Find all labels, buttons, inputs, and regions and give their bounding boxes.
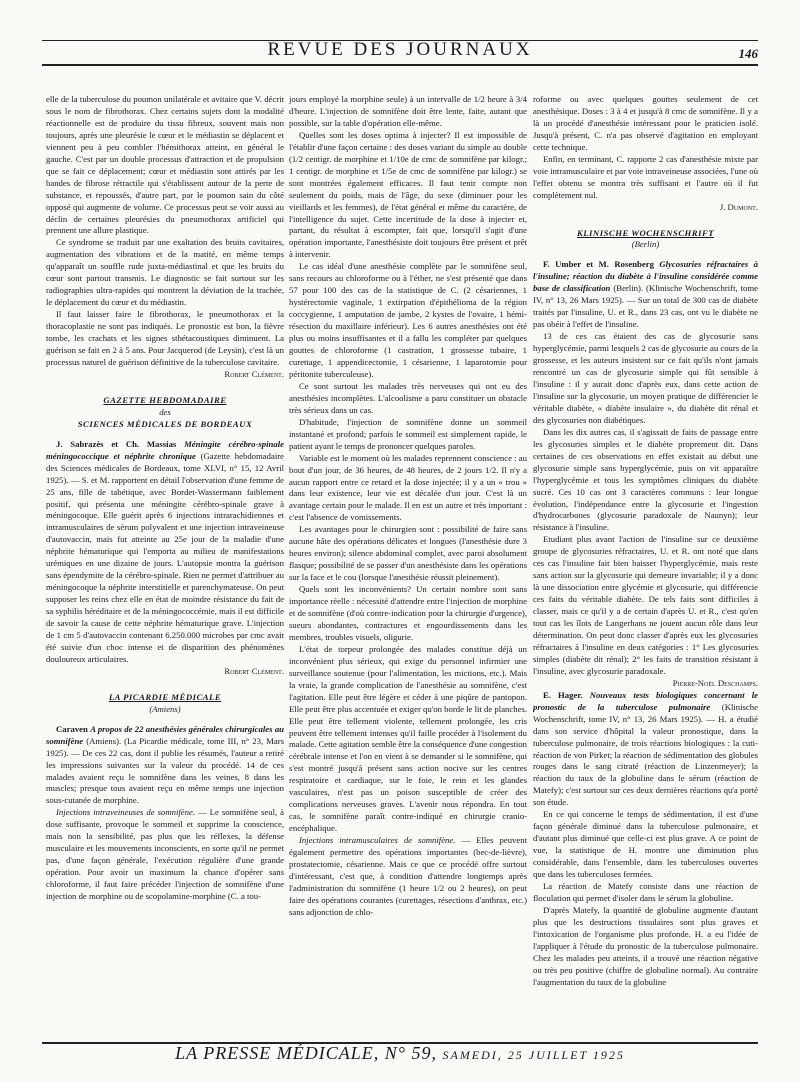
entry-title: A propos de 22 anesthésies générales chirurgicales au somnifène — [46, 723, 284, 746]
paragraph: D'habitude, l'injection de somnifène donne un sommeil instantané et profond; parfois le sommeil est simplement rapide, le patient ayant le temps de prononcer quelques paroles. — [289, 416, 527, 451]
paragraph: Ce sont surtout les malades très nerveuses qui ont eu des anesthésies incomplètes. L'alcoolisme a paru constituer un obstacle très sérieux dans un cas. — [289, 380, 527, 415]
entry-body: — Elles peuvent également permettre des opérations importantes (bec-de-lièvre), prostatectomie, césarienne. Mais ce que ce procédé offre surtout d'intéressant, c'est que, à condition d'attendre longtemps après l'administration du somnifène (1 heure 1/2 ou 2 heures), on peut faire des opérations courantes (curettages, résections d'anthrax, etc.) sans adjonction de chlo- — [289, 835, 527, 917]
section-heading: LA PICARDIE MÉDICALE — [108, 691, 222, 702]
abstract-entry — [46, 724, 284, 808]
header-bottom-rule — [42, 64, 758, 66]
paragraph: La réaction de Matefy consiste dans une réaction de floculation qui permet d'isoler dans le sérum la globuline. — [533, 881, 758, 903]
section-subheading: (Berlin) — [631, 239, 660, 250]
entry-title: Glycosuries réfractaires à l'insuline; réaction du diabète à l'insuline considérée comme base de classification — [533, 259, 758, 294]
abstract-entry — [533, 259, 758, 331]
column-middle — [289, 94, 527, 1064]
signature: J. Dumont. — [719, 201, 758, 212]
paragraph: elle de la tuberculose du poumon unilatérale et avitaire que V. décrit sous le nom de fibrothorax. Chez certains sujets dont la modalité réactionnelle est de produire du tissu fibreux, souvent mais non toujours, après une pleurésie le cœur et le médiastin se déplacent et viennent peu à peu combler l'hémithorax atteint, en général le gauche. C'est par un double processus d'attraction et de propulsion que se fait ce déplacement; cœur et médiastin sont attirés par les bandes de fibrose rétractile qui s'établissent autour de la perte de substance, et repoussés, d'autre part, par le poumon sain du côté opposé qui augmente de volume. Ce processus peut se voir aussi au déclin de certaines pleurésies du pneumothorax artificiel qui prennent une allure plastique. — [46, 94, 284, 236]
paragraph: Les avantages pour le chirurgien sont : possibilité de faire sans aucune hâte des opérations délicates et longues (l'anesthésie dure 3 heures environ); silence abdominal complet, avec paroi absolument flasque; possibilité de se passer d'un anesthésiste dans les opérations sur la face et le cou (lorsque l'anesthésie réussit pleinement). — [289, 524, 527, 583]
column-right — [533, 94, 758, 1064]
section-subheading: des — [159, 406, 171, 417]
subsection-title: Injections intramusculaires de somnifène. — [299, 835, 456, 846]
paragraph: jours employé la morphine seule) à un intervalle de 1/2 heure à 3/4 d'heure. L'injection de somnifène doit être lente, faite, autant que possible, sur la table d'opération elle-même. — [289, 94, 527, 128]
entry-body: (Amiens). (La Picardie médicale, tome III, n° 23, Mars 1925). — De ces 22 cas, dont il publie les résumés, l'auteur a retiré les impressions suivantes sur la valeur du procédé. 14 de ces malades avaient reçu le somnifène dans les veines, 8 dans les muscles; presque tous avaient reçu en même temps une injection sous-cutanée de morphine. — [46, 735, 284, 806]
footer — [0, 1043, 800, 1063]
entry-title: Méningite cérébro-spinale méningococcique et néphrite chronique — [46, 438, 284, 461]
entry-title: Nouveaux tests biologiques concernant le pronostic de la tuberculose pulmonaire — [533, 689, 758, 712]
paragraph — [46, 807, 284, 903]
entry-body: (Berlin). (Klinische Wochenschrift, tome IV, n° 13, 26 Mars 1925). — Sur un total de 300 cas de diabète traités par l'insuline, U. et R., dans 23 cas, ont vu le diabète ne pas obéir à l'effet de l'insuline. — [533, 283, 758, 330]
paragraph: Dans les dix autres cas, il s'agissait de faits de passage entre les glycosuries simples et le diabète proprement dit. Dans certaines de ces observations en effet existait au début une glycosurie simple sans hyperglycémie, puis on vit apparaître l'hyperglycémie et tous les symptômes cliniques du diabète sucré. Ces 10 cas ont 3 caractères communs : leur longue évolution, l'indépendance entre la glycosurie et l'ingestion d'hydrocarbones (glycosurie paradoxale de Naunyn); leur résistance à l'insuline. — [533, 426, 758, 533]
paragraph: roforme ou avec quelques gouttes seulement de cet anesthésique. Doses : 3 à 4 et jusqu'à 8 cmc de somnifène. Il y a là un procédé d'anesthésie intéressant pour le praticien isolé. Jusqu'à présent, C. n'a pas observé d'agitation en employant cette technique. — [533, 94, 758, 152]
paragraph: Variable est le moment où les malades reprennent conscience : au bout d'un jour, de 36 heures, de 48 heures, de 2 jours 1/2. Il n'y a aucun rapport entre ce retard et la dose injectée; il y a un « trou » dans leur existence, leur vie est décalée d'un jour. C'est là un avantage certain pour le malade. Il en est un autre et très important : c'est l'absence de vomissements. — [289, 452, 527, 523]
subsection-title: Injections intraveineuses de somnifène. — [56, 807, 195, 818]
abstract-entry — [533, 690, 758, 810]
paragraph: 13 de ces cas étaient des cas de glycosurie sans hyperglycémie, parmi lesquels 2 cas de glycosurie au cours de la grossesse, et les auteurs insistent sur ce fait qu'ils n'ont jamais rencontré un cas de glycosurie simple qui fût sensible à l'insuline : il y aurait donc d'après eux, dans cette action de l'insuline sur la glycosurie, un moyen pratique de différencier le véritable diabète, « diabète insulaire », du diabète dit rénal et des glycosuries non diabétiques. — [533, 331, 758, 425]
paragraph: Enfin, en terminant, C. rapporte 2 cas d'anesthésie mixte par voie intramusculaire et par voie intraveineuse associées, l'une où l'effet obtenu se montra très suffisant et l'autre où il fut complètement nul. — [533, 153, 758, 200]
entry-authors: E. Hager. — [543, 689, 583, 700]
signature: Robert Clément. — [224, 368, 284, 379]
section-subheading: SCIENCES MÉDICALES DE BORDEAUX — [77, 418, 253, 429]
journal-title: REVUE DES JOURNAUX — [267, 39, 533, 60]
signature: Pierre-Noël Deschamps. — [672, 677, 758, 688]
footer-journal-name: LA PRESSE MÉDICALE, N° 59, — [175, 1043, 437, 1063]
footer-date: SAMEDI, 25 JUILLET 1925 — [442, 1048, 625, 1062]
abstract-entry — [46, 439, 284, 666]
entry-authors: J. Sabrazès et Ch. Massias — [56, 438, 177, 449]
entry-body: — Le somnifène seul, à dose suffisante, provoque le sommeil et supprime la conscience, mais non la sensibilité, pas plus que les réflexes, la défense musculaire et les mouvements inconscients, en sorte qu'il ne permet pas, d'une façon générale, l'exécution régulière d'une grande opération. Pour avoir un maximum la chance d'opérer sans chloroforme, il faut faire précéder l'injection de somnifène d'une injection de morphine ou de scopolamine-morphine (C. a tou- — [46, 807, 284, 902]
paragraph: L'état de torpeur prolongée des malades constitue déjà un inconvénient plus sérieux, qui exige du personnel infirmier une surveillance soutenue (pour l'alimentation, les mictions, etc.). Mais la vraie, la grande complication de l'anesthésie au somnifène, c'est l'agitation. Elle peut être légère et céder à une piqûre de pantopon. Elle peut être plus accentuée et exiger qu'on borde le lit de planches. Elle peut être tellement violente, tellement prolongée, les cris peuvent être tellement intenses qu'il faille procéder à l'isolement du malade. Cette agitation semble être la conséquence d'une congestion cérébrale intense et l'on en vient à se demander si le somnifène, qui s'est montré jusqu'à présent sans action nocive sur les centres respiratoire et cardiaque, sur le foie, le rein et les glandes vasculaires, n'est pas un poison susceptible de créer des complications nerveuses graves. L'avenir nous répondra. En tout cas, le somnifène paraît contre-indiqué en chirurgie cranio-encéphalique. — [289, 643, 527, 834]
paragraph: En ce qui concerne le temps de sédimentation, il est d'une façon générale diminué dans la tuberculose pulmonaire, et d'autant plus diminué que celle-ci est plus grave. A ce point de vue, la statistique de H. montre une diminution plus considérable, dans l'ensemble, dans les tuberculoses ouvertes que dans les tuberculoses fermées. — [533, 809, 758, 880]
entry-authors: Caraven — [56, 723, 88, 734]
paragraph: Ce syndrome se traduit par une exaltation des bruits cavitaires, augmentation des vibrations et de la matité, en même temps qu'apparaît un souffle rude juxta-médiastinal et que les bruits du cœur sont partout transmis. Le diagnostic se fait surtout sur les radiographies ultra-rapides qui montrent la déviation de la trachée, le déplacement du cœur et du médiastin. — [46, 237, 284, 308]
signature: Robert Clément. — [224, 665, 284, 676]
paragraph: Le cas idéal d'une anesthésie complète par le somnifène seul, sans recours au chloroforme ou à l'éther, ne s'est présenté que dans 57 pour 100 des cas de la statistique de C. (2 césariennes, 1 hystérectomie vaginale, 1 extirpation d'épithélioma de la région coccygienne, 1 amputation de jambe, 2 kystes de l'ovaire, 1 hémi-résection du maxillaire inférieur). Les 6 autres anesthésies ont été plus ou moins insuffisantes et il a fallu les compléter par quelques gouttes de chloroforme (1 castration, 1 grossesse tubaire, 1 curettage, 1 appendicectomie, 1 césarienne, 1 laparotomie pour péritonite tuberculeuse). — [289, 261, 527, 379]
entry-authors: F. Umber et M. Rosenberg — [543, 259, 654, 270]
section-subheading: (Amiens) — [149, 703, 181, 714]
paragraph: D'après Matefy, la quantité de globuline augmente d'autant plus que les destructions tissulaires sont plus graves et l'intoxication de l'organisme plus profonde. H. a eu l'idée de l'appliquer à l'étude du pronostic de la tuberculose pulmonaire. Chez les malades peu atteints, il a trouvé une réaction négative ou très peu positive (chiffre de globuline normal). Au contraire l'augmentation du taux de la globuline — [533, 904, 758, 987]
entry-body: (Gazette hebdomadaire des Sciences médicales de Bordeaux, tome XLVI, n° 15, 12 Avril 1925). — S. et M. rapportent en détail l'observation d'une femme de 25 ans, fille de tabétique, avec Bordet-Wassermann faiblement positif, qui présenta une méningite cérébro-spinale grave à méningocoque. Elle guérit après 6 injections intrarachidiennes et intramusculaires de sérum polyvalent et une injection intraveineuse d'autovaccin, mais fut atteinte au 25e jour de la maladie d'une néphrite hématurique qui l'emporta au milieu de manifestations urémiques en une dizaine de jours. L'autopsie montra la guérison sans épendymite de la cérébro-spinale. Rien ne permet d'attribuer au méningocoque la néphrite interstitielle et parenchymateuse. On peut supposer les reins chez elle en état de moindre résistance du fait de sa syphilis héréditaire et de la méningococcémie, mais il est difficile de savoir la cause de cette néphrite hématurique grave. L'injection de 1 cm 5 d'autovaccin contenant 6.250.000 microbes par cmc avait été suivie d'un choc intense et de disparition des phénomènes douloureux articulaires. — [46, 450, 284, 664]
section-heading: KLINISCHE WOCHENSCHRIFT — [576, 227, 715, 238]
paragraph: Il faut laisser faire le fibrothorax, le pneumothorax et la thoracoplastie ne sont pas indiqués. Le pronostic est bon, la fièvre tombe, les crachats et les signes sthétacoustiques diminuent. La guérison se fait en 2 à 5 ans. Pour Jacquerod (de Leysin), c'est là un processus naturel de guérison définitive de la tuberculose cavitaire. — [46, 309, 284, 367]
paragraph — [289, 835, 527, 919]
page-number: 146 — [738, 46, 758, 61]
section-heading: GAZETTE HEBDOMADAIRE — [103, 394, 227, 405]
column-left — [46, 94, 284, 1064]
paragraph: Quels sont les inconvénients? Un certain nombre sont sans importance réelle : nécessité d'attendre entre l'injection de morphine et de somnifène (d'où contre-indication pour la chirurgie d'urgence), sueurs abondantes, contractures et engourdissements dans les membres, troubles visuels, oligurie. — [289, 584, 527, 642]
entry-body: (Klinische Wochenschrift, tome IV, n° 13, 26 Mars 1925). — H. a étudié dans son service d'hôpital la valeur pronostique, dans la tuberculose pulmonaire, de trois réactions biologiques : la cuti-réaction de von Pirket; la réaction de sédimentation des globules rouges dans le sang citraté (réaction de Linzenmeyer); la réaction du taux de la globuline dans le sérum (réaction de Matefy); c'est surtout sur ces deux dernières réactions qu'a porté son étude. — [533, 701, 758, 808]
paragraph: Quelles sont les doses optima à injecter? Il est impossible de l'établir d'une façon certaine : des doses variant du simple au double (1/2 centigr. de morphine et 1/10e de cmc de somnifène par kilogr.; 1 centigr. de morphine et 1/5e de cmc de somnifène par kilogr.) se sont montrées également efficaces. Il faut tenir compte non seulement du poids, mais de l'âge, du sexe (diminuer pour les vieillards et les femmes), de l'état général et même du caractère, de l'intelligence du sujet. Cette incertitude de la dose à injecter et, partant, du résultat à escompter, fait que, lorsqu'il s'agit d'une opération importante, l'anesthésiste doit toujours être présent et prêt à intervenir. — [289, 129, 527, 260]
paragraph: Etudiant plus avant l'action de l'insuline sur ce deuxième groupe de glycosuries réfractaires, U. et R. ont noté que dans ces cas l'insuline fait bien baisser l'hyperglycémie, mais reste sans action sur la glycosurie qui demeure invariable; il y a donc là une dissociation entre glycémie et glycosurie, qui différencie ces faits du véritable diabète. De tels faits sont difficiles à classer, mais ce qu'il y a de certain d'après U. et R., c'est qu'en tout cas les îlots de Langerhans ne jouent aucun rôle dans leur détermination. On peut donc classer d'après eux les glycosuries réfractaires à l'insuline en deux catégories : 1° Les glycosuries simples (diabète dit rénal); 2° les faits de transition résistant à l'insuline, avec glycosurie paradoxale. — [533, 534, 758, 676]
